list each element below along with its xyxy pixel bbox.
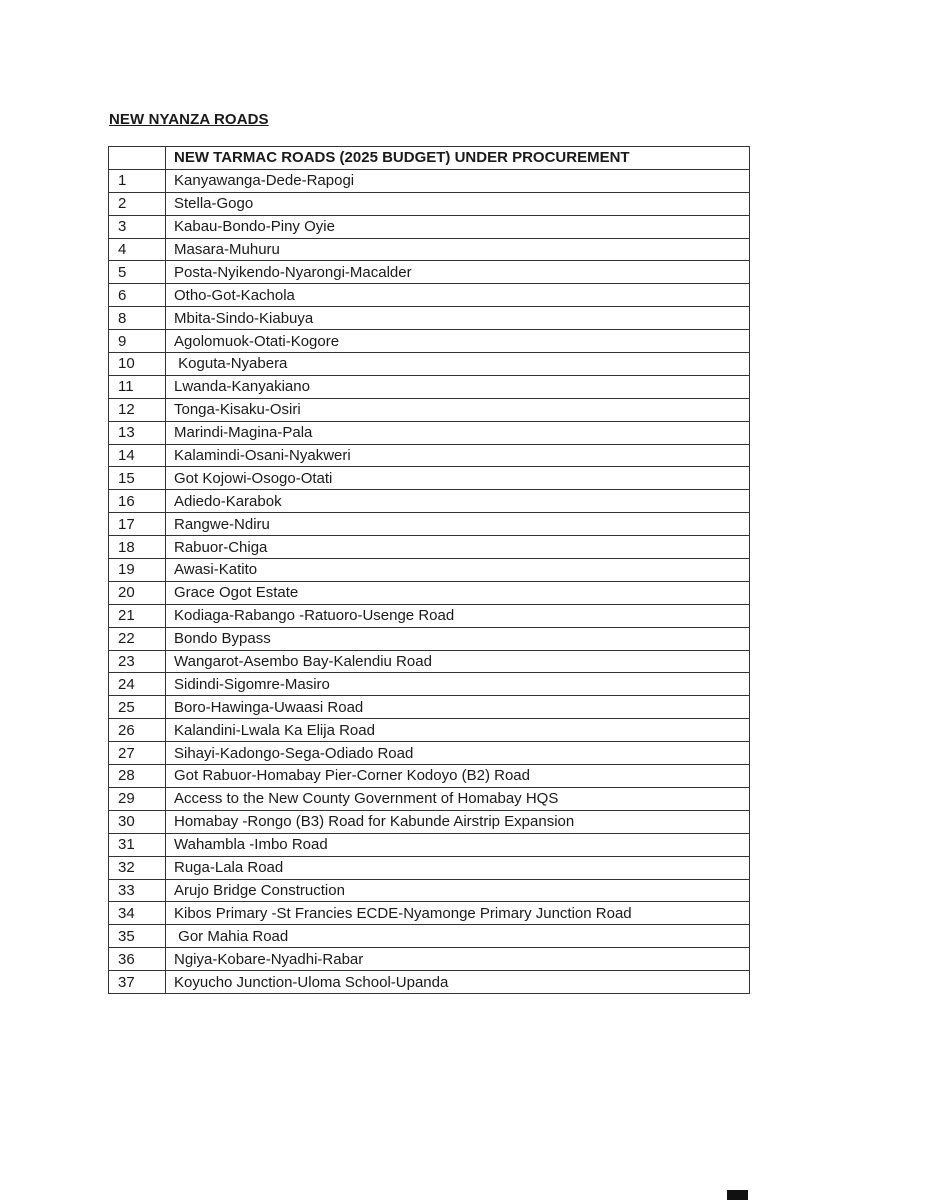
row-number-cell: 34 (109, 902, 166, 925)
row-number-cell: 11 (109, 375, 166, 398)
road-name-cell: Wangarot-Asembo Bay-Kalendiu Road (166, 650, 750, 673)
road-name-cell: Masara-Muhuru (166, 238, 750, 261)
road-name-cell: Wahambla -Imbo Road (166, 833, 750, 856)
road-name-cell: Kodiaga-Rabango -Ratuoro-Usenge Road (166, 604, 750, 627)
row-number-cell: 6 (109, 284, 166, 307)
table-row (109, 169, 750, 192)
table-row (109, 627, 750, 650)
row-number-cell: 9 (109, 330, 166, 353)
road-name-cell: Ngiya-Kobare-Nyadhi-Rabar (166, 948, 750, 971)
road-name-cell: Mbita-Sindo-Kiabuya (166, 307, 750, 330)
table-row (109, 810, 750, 833)
row-number-cell: 23 (109, 650, 166, 673)
row-number-cell: 26 (109, 719, 166, 742)
table-row (109, 536, 750, 559)
table-row (109, 696, 750, 719)
row-number-cell: 20 (109, 581, 166, 604)
table-row (109, 719, 750, 742)
road-name-cell: Got Rabuor-Homabay Pier-Corner Kodoyo (B2) Road (166, 765, 750, 788)
table-row (109, 353, 750, 376)
table-row (109, 902, 750, 925)
row-number-cell: 13 (109, 421, 166, 444)
row-number-cell: 3 (109, 215, 166, 238)
row-number-cell: 25 (109, 696, 166, 719)
table-body (109, 169, 750, 993)
table-row (109, 833, 750, 856)
row-number-cell: 36 (109, 948, 166, 971)
road-name-cell: Kalamindi-Osani-Nyakweri (166, 444, 750, 467)
road-name-cell: Grace Ogot Estate (166, 581, 750, 604)
table-row (109, 604, 750, 627)
row-number-cell: 27 (109, 742, 166, 765)
table-row (109, 673, 750, 696)
road-name-cell: Homabay -Rongo (B3) Road for Kabunde Airstrip Expansion (166, 810, 750, 833)
road-name-cell: Sihayi-Kadongo-Sega-Odiado Road (166, 742, 750, 765)
road-name-cell: Access to the New County Government of Homabay HQS (166, 787, 750, 810)
table-row (109, 925, 750, 948)
table-row (109, 421, 750, 444)
table-row (109, 238, 750, 261)
table-row (109, 513, 750, 536)
road-name-cell: Ruga-Lala Road (166, 856, 750, 879)
road-name-cell: Marindi-Magina-Pala (166, 421, 750, 444)
row-number-cell: 35 (109, 925, 166, 948)
row-number-cell: 19 (109, 559, 166, 582)
road-name-cell: Koyucho Junction-Uloma School-Upanda (166, 971, 750, 994)
road-name-cell: Posta-Nyikendo-Nyarongi-Macalder (166, 261, 750, 284)
header-number-cell (109, 147, 166, 170)
row-number-cell: 37 (109, 971, 166, 994)
row-number-cell: 10 (109, 353, 166, 376)
row-number-cell: 4 (109, 238, 166, 261)
road-name-cell: Gor Mahia Road (166, 925, 750, 948)
road-name-cell: Kabau-Bondo-Piny Oyie (166, 215, 750, 238)
table-row (109, 192, 750, 215)
table-row (109, 856, 750, 879)
table-row (109, 787, 750, 810)
table-row (109, 444, 750, 467)
table-row (109, 307, 750, 330)
table-row (109, 467, 750, 490)
table-row (109, 215, 750, 238)
row-number-cell: 2 (109, 192, 166, 215)
road-name-cell: Stella-Gogo (166, 192, 750, 215)
row-number-cell: 29 (109, 787, 166, 810)
row-number-cell: 16 (109, 490, 166, 513)
row-number-cell: 21 (109, 604, 166, 627)
road-name-cell: Koguta-Nyabera (166, 353, 750, 376)
table-row (109, 284, 750, 307)
header-road-cell: NEW TARMAC ROADS (2025 BUDGET) UNDER PROCUREMENT (166, 147, 750, 170)
road-name-cell: Adiedo-Karabok (166, 490, 750, 513)
row-number-cell: 8 (109, 307, 166, 330)
row-number-cell: 32 (109, 856, 166, 879)
table-row (109, 971, 750, 994)
row-number-cell: 14 (109, 444, 166, 467)
page-corner-mark (727, 1190, 748, 1200)
table-row (109, 375, 750, 398)
row-number-cell: 31 (109, 833, 166, 856)
row-number-cell: 17 (109, 513, 166, 536)
table-row (109, 948, 750, 971)
roads-table (108, 146, 750, 994)
row-number-cell: 24 (109, 673, 166, 696)
row-number-cell: 18 (109, 536, 166, 559)
road-name-cell: Got Kojowi-Osogo-Otati (166, 467, 750, 490)
table-row (109, 765, 750, 788)
road-name-cell: Agolomuok-Otati-Kogore (166, 330, 750, 353)
table-row (109, 490, 750, 513)
table-row (109, 559, 750, 582)
road-name-cell: Otho-Got-Kachola (166, 284, 750, 307)
table-row (109, 742, 750, 765)
table-row (109, 398, 750, 421)
road-name-cell: Sidindi-Sigomre-Masiro (166, 673, 750, 696)
table-row (109, 650, 750, 673)
road-name-cell: Kalandini-Lwala Ka Elija Road (166, 719, 750, 742)
row-number-cell: 28 (109, 765, 166, 788)
row-number-cell: 30 (109, 810, 166, 833)
road-name-cell: Rabuor-Chiga (166, 536, 750, 559)
road-name-cell: Kibos Primary -St Francies ECDE-Nyamonge Primary Junction Road (166, 902, 750, 925)
road-name-cell: Arujo Bridge Construction (166, 879, 750, 902)
row-number-cell: 1 (109, 169, 166, 192)
road-name-cell: Bondo Bypass (166, 627, 750, 650)
road-name-cell: Kanyawanga-Dede-Rapogi (166, 169, 750, 192)
road-name-cell: Boro-Hawinga-Uwaasi Road (166, 696, 750, 719)
table-row (109, 261, 750, 284)
row-number-cell: 22 (109, 627, 166, 650)
table-row (109, 879, 750, 902)
road-name-cell: Rangwe-Ndiru (166, 513, 750, 536)
row-number-cell: 5 (109, 261, 166, 284)
road-name-cell: Lwanda-Kanyakiano (166, 375, 750, 398)
road-name-cell: Tonga-Kisaku-Osiri (166, 398, 750, 421)
document-title: NEW NYANZA ROADS (109, 111, 269, 128)
table-row (109, 330, 750, 353)
row-number-cell: 15 (109, 467, 166, 490)
row-number-cell: 12 (109, 398, 166, 421)
table-header-row (109, 147, 750, 170)
row-number-cell: 33 (109, 879, 166, 902)
table-row (109, 581, 750, 604)
road-name-cell: Awasi-Katito (166, 559, 750, 582)
